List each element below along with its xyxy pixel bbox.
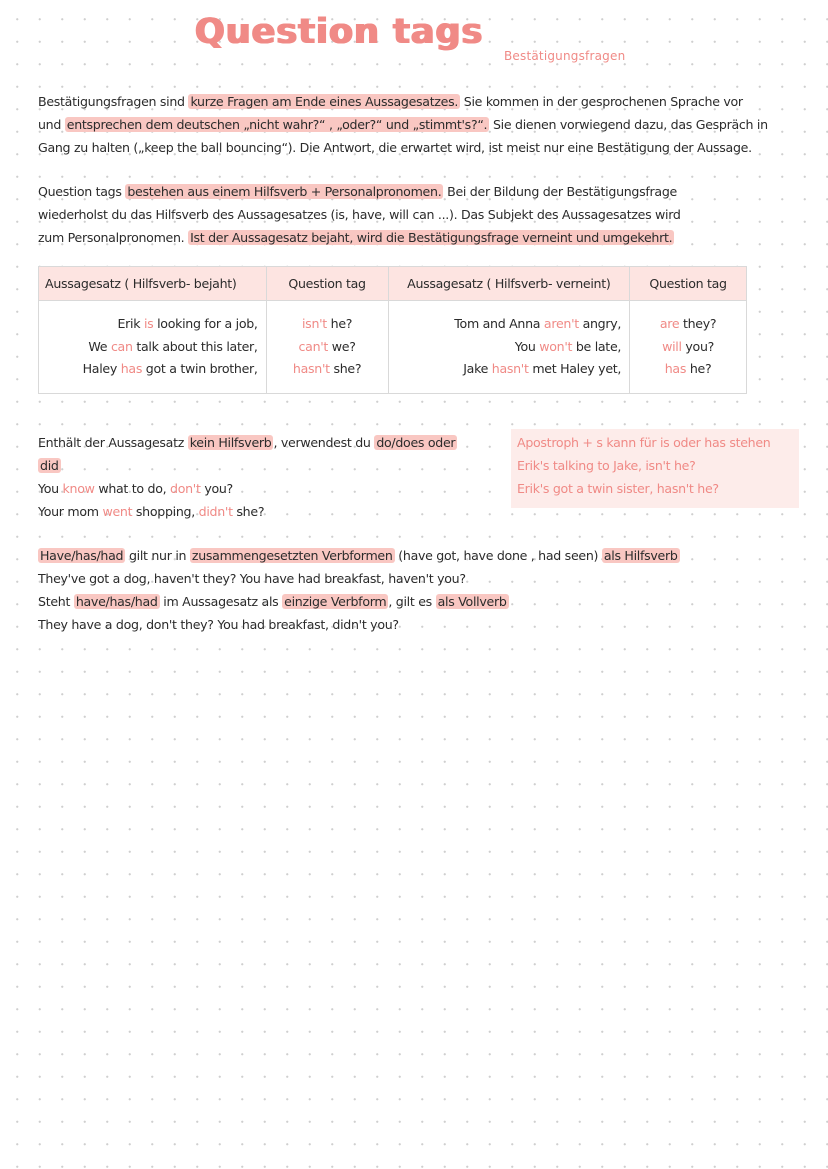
table-row xyxy=(39,301,747,394)
apostrophe-note xyxy=(511,429,799,508)
highlight: have/has/had xyxy=(75,594,158,609)
page-subtitle: Bestätigungsfragen xyxy=(504,49,626,63)
highlight: zusammengesetzten Verbformen xyxy=(191,548,393,563)
highlight: als Hilfsverb xyxy=(603,548,678,563)
highlight: bestehen aus einem Hilfsverb + Personalpronomen. xyxy=(127,184,442,199)
example-line: You know what to do, don't you? xyxy=(38,481,233,496)
text-line: Steht have/has/had im Aussagesatz als einzige Verbform , gilt es als Vollverb xyxy=(38,594,507,609)
have-has-had-section xyxy=(38,544,798,636)
column-header: Aussagesatz ( Hilfsverb- bejaht) xyxy=(39,267,267,301)
highlight: als Vollverb xyxy=(437,594,507,609)
positive-statements-cell: Erik is looking for a job, We can talk about this later, Haley has got a twin brother, xyxy=(39,301,267,394)
highlight: did xyxy=(40,458,59,473)
highlight: Ist der Aussagesatz bejaht, wird die Bestätigungsfrage verneint und umgekehrt. xyxy=(190,230,673,245)
text-line: zum Personalpronomen. Ist der Aussagesatz bejaht, wird die Bestätigungsfrage verneint und umgekehrt. xyxy=(38,230,673,245)
text-line: Bestätigungsfragen sind kurze Fragen am Ende eines Aussagesatzes. Sie kommen in der gesprochenen Sprache vor xyxy=(38,94,743,109)
example-line: Your mom went shopping, didn't she? xyxy=(38,504,265,519)
negative-tags-cell: isn't he? can't we? hasn't she? xyxy=(266,301,388,394)
intro-paragraph-1 xyxy=(38,90,798,159)
table-header-row xyxy=(39,267,747,301)
positive-tags-cell: are they? will you? has he? xyxy=(630,301,747,394)
highlight: entsprechen dem deutschen „nicht wahr?“ , „oder?“ und „stimmt's?“. xyxy=(66,117,488,132)
text-line: und entsprechen dem deutschen „nicht wahr?“ , „oder?“ und „stimmt's?“. Sie dienen vorwiegend dazu, das Gespräch in xyxy=(38,117,768,132)
highlight: do/does oder xyxy=(376,435,456,450)
example-line: They have a dog, don't they? You had breakfast, didn't you? xyxy=(38,617,399,632)
note-line: Erik's talking to Jake, isn't he? xyxy=(517,458,696,473)
text-line: wiederholst du das Hilfsverb des Aussagesatzes (is, have, will can ...). Das Subjekt des Aussagesatzes wird xyxy=(38,207,681,222)
example-line: They've got a dog, haven't they? You have had breakfast, haven't you? xyxy=(38,571,466,586)
intro-paragraph-2 xyxy=(38,180,798,249)
highlight: kein Hilfsverb xyxy=(189,435,272,450)
question-tag-table xyxy=(38,266,747,394)
do-does-section xyxy=(38,431,488,523)
text-line: Question tags bestehen aus einem Hilfsverb + Personalpronomen. Bei der Bildung der Bestätigungsfrage xyxy=(38,184,677,199)
note-line: Apostroph + s kann für is oder has stehen xyxy=(517,435,771,450)
highlight: kurze Fragen am Ende eines Aussagesatzes. xyxy=(190,94,459,109)
text-line: Gang zu halten („keep the ball bouncing“). Die Antwort, die erwartet wird, ist meist nur eine Bestätigung der Aussage. xyxy=(38,140,752,155)
column-header: Question tag xyxy=(630,267,747,301)
note-line: Erik's got a twin sister, hasn't he? xyxy=(517,481,719,496)
column-header: Question tag xyxy=(266,267,388,301)
highlight: einzige Verbform xyxy=(284,594,387,609)
page-title: Question tags xyxy=(195,12,484,52)
column-header: Aussagesatz ( Hilfsverb- verneint) xyxy=(388,267,630,301)
text-line xyxy=(38,454,488,477)
highlight: Have/has/had xyxy=(40,548,124,563)
text-line: Enthält der Aussagesatz kein Hilfsverb , verwendest du do/does oder xyxy=(38,435,456,450)
negative-statements-cell: Tom and Anna aren't angry, You won't be late, Jake hasn't met Haley yet, xyxy=(388,301,630,394)
text-line: Have/has/had gilt nur in zusammengesetzten Verbformen (have got, have done , had seen) als Hilfsverb xyxy=(40,548,678,563)
